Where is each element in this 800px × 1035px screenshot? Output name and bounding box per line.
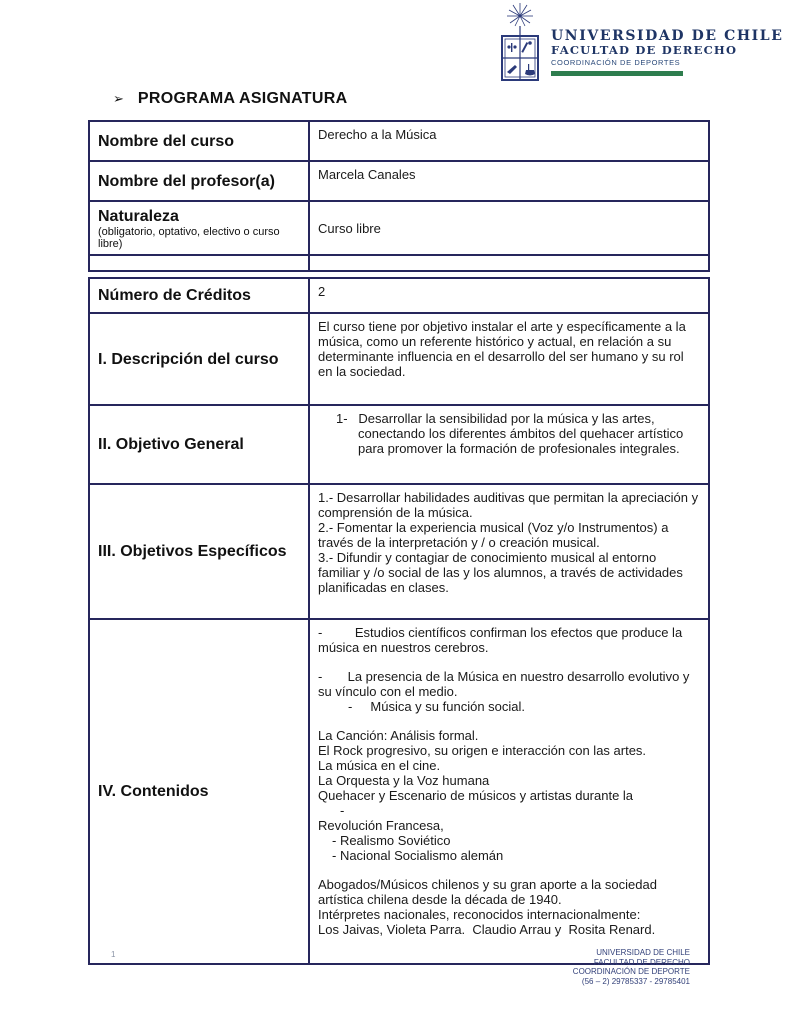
value-line: El Rock progresivo, su origen e interacción con las artes. [318, 743, 647, 758]
page-title: PROGRAMA ASIGNATURA [137, 90, 348, 107]
table-row [90, 618, 708, 963]
row-label: Número de Créditos [98, 287, 251, 304]
university-crest-icon [497, 2, 543, 84]
value-line: - Nacional Socialismo alemán [332, 848, 504, 863]
table-row [90, 122, 708, 160]
value-line: Intérpretes nacionales, reconocidos internacionalmente: [318, 907, 641, 922]
value-line: Revolución Francesa, [318, 818, 444, 833]
row-value-cell [310, 406, 708, 483]
document-title [113, 90, 347, 108]
course-sections-table [88, 277, 710, 965]
value-line: La Orquesta y la Voz humana [318, 773, 490, 788]
green-divider [551, 71, 683, 76]
row-value-cell [310, 314, 708, 404]
page-number: 1 [111, 950, 116, 959]
value-line: El curso tiene por objetivo instalar el arte y específicamente a la música, como un referente histórico y actual, en relación a su determinante influencia en el desarrollo del ser humano y su rol en la sociedad. [318, 319, 690, 379]
row-label: I. Descripción del curso [98, 350, 279, 368]
blank-line [318, 714, 699, 728]
course-info-table [88, 120, 710, 272]
footer-address [573, 948, 690, 986]
value-line: Los Jaivas, Violeta Parra. Claudio Arrau y Rosita Renard. [318, 922, 656, 937]
row-label: IV. Contenidos [98, 783, 209, 800]
value-line: Quehacer y Escenario de músicos y artistas durante la [318, 788, 634, 803]
blank-line [318, 863, 699, 877]
value-line: Marcela Canales [318, 167, 416, 182]
row-label-cell [90, 122, 310, 160]
row-label-cell [90, 279, 310, 312]
footer-line: COORDINACIÓN DE DEPORTE [572, 967, 690, 976]
row-label: III. Objetivos Específicos [98, 543, 287, 560]
row-sublabel: (obligatorio, optativo, electivo o curso libre) [98, 225, 280, 250]
faculty-name: FACULTAD DE DERECHO [551, 43, 738, 57]
blank-line [318, 655, 699, 669]
row-label: II. Objetivo General [98, 436, 244, 453]
row-value-cell [310, 256, 708, 270]
value-line: - La presencia de la Música en nuestro desarrollo evolutivo y su vínculo con el medio. [318, 669, 694, 699]
row-label-cell [90, 162, 310, 200]
value-line: - Música y su función social. [348, 699, 526, 714]
letterhead [497, 2, 784, 84]
arrow-bullet-icon: ➢ [113, 91, 124, 106]
coordination-name: COORDINACIÓN DE DEPORTES [551, 58, 681, 67]
value-line: 2.- Fomentar la experiencia musical (Voz y/o Instrumentos) a través de la interpretación y / o creación musical. [318, 520, 673, 550]
value-line: - Realismo Soviético [332, 833, 451, 848]
table-row [90, 279, 708, 312]
row-value-cell [310, 162, 708, 200]
value-line: 1.- Desarrollar habilidades auditivas que permitan la apreciación y comprensión de la música. [318, 490, 702, 520]
row-value-cell [310, 485, 708, 618]
footer-line: FACULTAD DE DERECHO [593, 957, 690, 967]
value-line: Abogados/Músicos chilenos y su gran aporte a la sociedad artística chilena desde la década de 1940. [318, 877, 661, 907]
value-line: 3.- Difundir y contagiar de conocimiento musical al entorno familiar y /o social de las y los alumnos, a través de actividades planificadas en clases. [318, 550, 687, 595]
syllabus-tables [88, 120, 710, 965]
value-line: - Estudios científicos confirman los efectos que produce la música en nuestros cerebros. [318, 625, 686, 655]
table-row [90, 254, 708, 270]
table-row [90, 160, 708, 200]
table-row [90, 200, 708, 254]
university-name: UNIVERSIDAD DE CHILE [551, 28, 784, 44]
value-line: Derecho a la Música [318, 127, 437, 142]
row-label: Naturaleza [98, 207, 179, 225]
row-label-cell [90, 314, 310, 404]
row-label-cell [90, 406, 310, 483]
row-label: Nombre del profesor(a) [98, 172, 275, 190]
table-row [90, 483, 708, 618]
table-row [90, 404, 708, 483]
footer-line: UNIVERSIDAD DE CHILE [596, 948, 690, 957]
row-label: Nombre del curso [98, 132, 235, 150]
row-label-cell [90, 620, 310, 963]
value-line: - [340, 803, 345, 818]
row-label-cell [90, 202, 310, 254]
row-value-cell [310, 620, 708, 963]
row-value-cell [310, 202, 708, 254]
value-line: La Canción: Análisis formal. [318, 728, 479, 743]
row-value-cell [310, 279, 708, 312]
row-label-cell [90, 256, 310, 270]
footer-line: (56 – 2) 29785337 - 29785401 [581, 976, 690, 986]
row-value-cell [310, 122, 708, 160]
table-row [90, 312, 708, 404]
row-label-cell [90, 485, 310, 618]
value-line: 2 [318, 284, 326, 299]
value-line: La música en el cine. [318, 758, 441, 773]
value-line: 1- Desarrollar la sensibilidad por la música y las artes, conectando los diferentes ámbitos del quehacer artístico para promover la formación de profesionales integrales. [336, 411, 687, 456]
value-line: Curso libre [318, 220, 381, 236]
